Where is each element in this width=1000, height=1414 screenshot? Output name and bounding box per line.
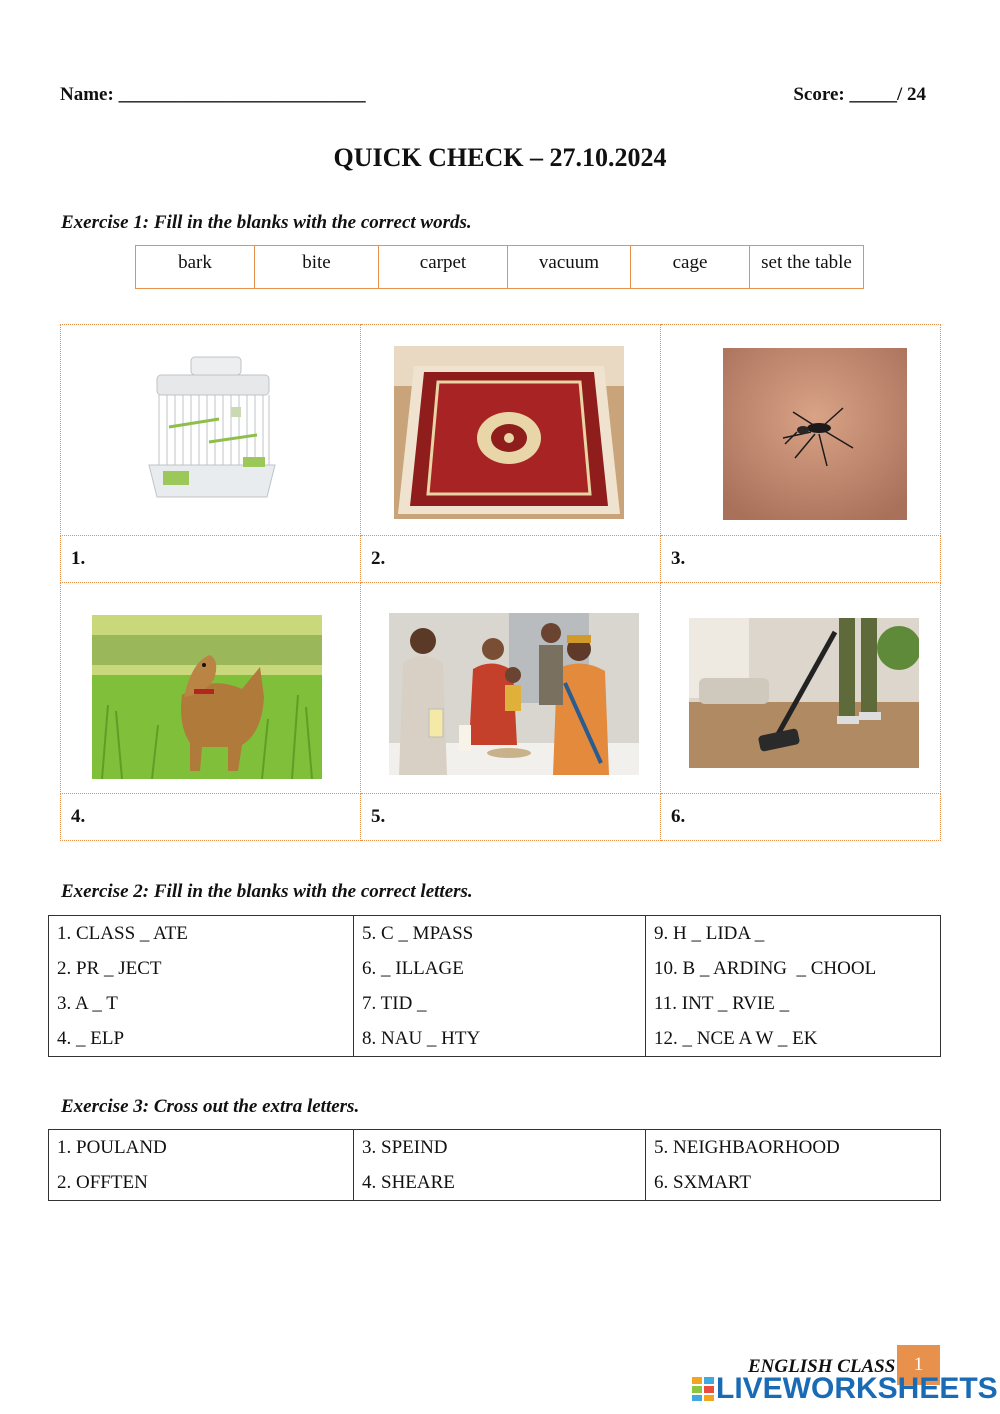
answer-cell-4[interactable]: 4. — [61, 794, 361, 841]
letter-item[interactable]: 2. PR _ JECT — [57, 958, 162, 979]
answer-cell-5[interactable]: 5. — [361, 794, 661, 841]
score-field — [793, 84, 926, 106]
name-blank[interactable]: __________________________ — [118, 84, 366, 105]
word-bank-item: set the table — [750, 246, 864, 289]
word-bank-item: carpet — [379, 246, 508, 289]
picture-grid — [60, 324, 941, 841]
page-title: QUICK CHECK – 27.10.2024 — [333, 143, 667, 172]
score-total: / 24 — [896, 84, 926, 105]
name-label: Name: — [60, 84, 119, 105]
page-number: 1 — [897, 1345, 940, 1385]
word-item[interactable]: 3. SPEIND — [362, 1137, 448, 1158]
exercise-3-title: Exercise 3: Cross out the extra letters. — [61, 1096, 360, 1117]
word-item[interactable]: 1. POULAND — [57, 1137, 167, 1158]
letter-item[interactable]: 4. _ ELP — [57, 1028, 125, 1049]
word-item[interactable]: 4. SHEARE — [362, 1172, 455, 1193]
picture-cell — [661, 325, 941, 536]
exercise-2-title: Exercise 2: Fill in the blanks with the correct letters. — [61, 881, 473, 902]
picture-cell — [61, 583, 361, 794]
picture-cell — [361, 583, 661, 794]
picture-cell — [661, 583, 941, 794]
word-item[interactable]: 6. SXMART — [654, 1172, 752, 1193]
answer-cell-2[interactable]: 2. — [361, 536, 661, 583]
exercise-3-column — [49, 1130, 354, 1201]
exercise-2-column — [354, 916, 646, 1057]
set-the-table-image — [389, 613, 639, 775]
letter-item[interactable]: 6. _ ILLAGE — [362, 958, 464, 979]
exercise-3-column — [646, 1130, 941, 1201]
word-bank-item: bark — [136, 246, 255, 289]
exercise-2-table — [48, 915, 941, 1057]
letter-item[interactable]: 5. C _ MPASS — [362, 923, 474, 944]
exercise-2-column — [646, 916, 941, 1057]
picture-cell — [361, 325, 661, 536]
letter-item[interactable]: 11. INT _ RVIE _ — [654, 993, 790, 1014]
picture-cell — [61, 325, 361, 536]
word-bank-item: vacuum — [508, 246, 631, 289]
answer-cell-3[interactable]: 3. — [661, 536, 941, 583]
cage-image — [139, 347, 285, 505]
letter-item[interactable]: 1. CLASS _ ATE — [57, 923, 188, 944]
exercise-3-column — [354, 1130, 646, 1201]
exercise-3-table — [48, 1129, 941, 1201]
word-item[interactable]: 5. NEIGHBAORHOOD — [654, 1137, 840, 1158]
mosquito-image — [723, 348, 907, 520]
word-bank-item: cage — [631, 246, 750, 289]
carpet-image — [394, 346, 624, 519]
word-bank-item: bite — [255, 246, 379, 289]
letter-item[interactable]: 7. TID _ — [362, 993, 427, 1014]
brand-wordmark: LIVEWORKSHEETS — [716, 1372, 998, 1405]
liveworksheets-logo-icon — [692, 1377, 714, 1401]
letter-item[interactable]: 8. NAU _ HTY — [362, 1028, 481, 1049]
word-bank — [135, 245, 864, 289]
exercise-2-column — [49, 916, 354, 1057]
score-blank[interactable]: _____ — [849, 84, 897, 105]
letter-item[interactable]: 12. _ NCE A W _ EK — [654, 1028, 818, 1049]
vacuum-image — [689, 618, 919, 768]
dog-image — [92, 615, 322, 779]
score-label: Score: — [793, 84, 850, 105]
answer-cell-6[interactable]: 6. — [661, 794, 941, 841]
name-field — [60, 84, 366, 106]
letter-item[interactable]: 10. B _ ARDING _ CHOOL — [654, 958, 877, 979]
footer-class-label: ENGLISH CLASS — [748, 1356, 896, 1377]
letter-item[interactable]: 3. A _ T — [57, 993, 118, 1014]
exercise-1-title: Exercise 1: Fill in the blanks with the correct words. — [61, 212, 472, 233]
answer-cell-1[interactable]: 1. — [61, 536, 361, 583]
letter-item[interactable]: 9. H _ LIDA _ — [654, 923, 765, 944]
word-item[interactable]: 2. OFFTEN — [57, 1172, 148, 1193]
